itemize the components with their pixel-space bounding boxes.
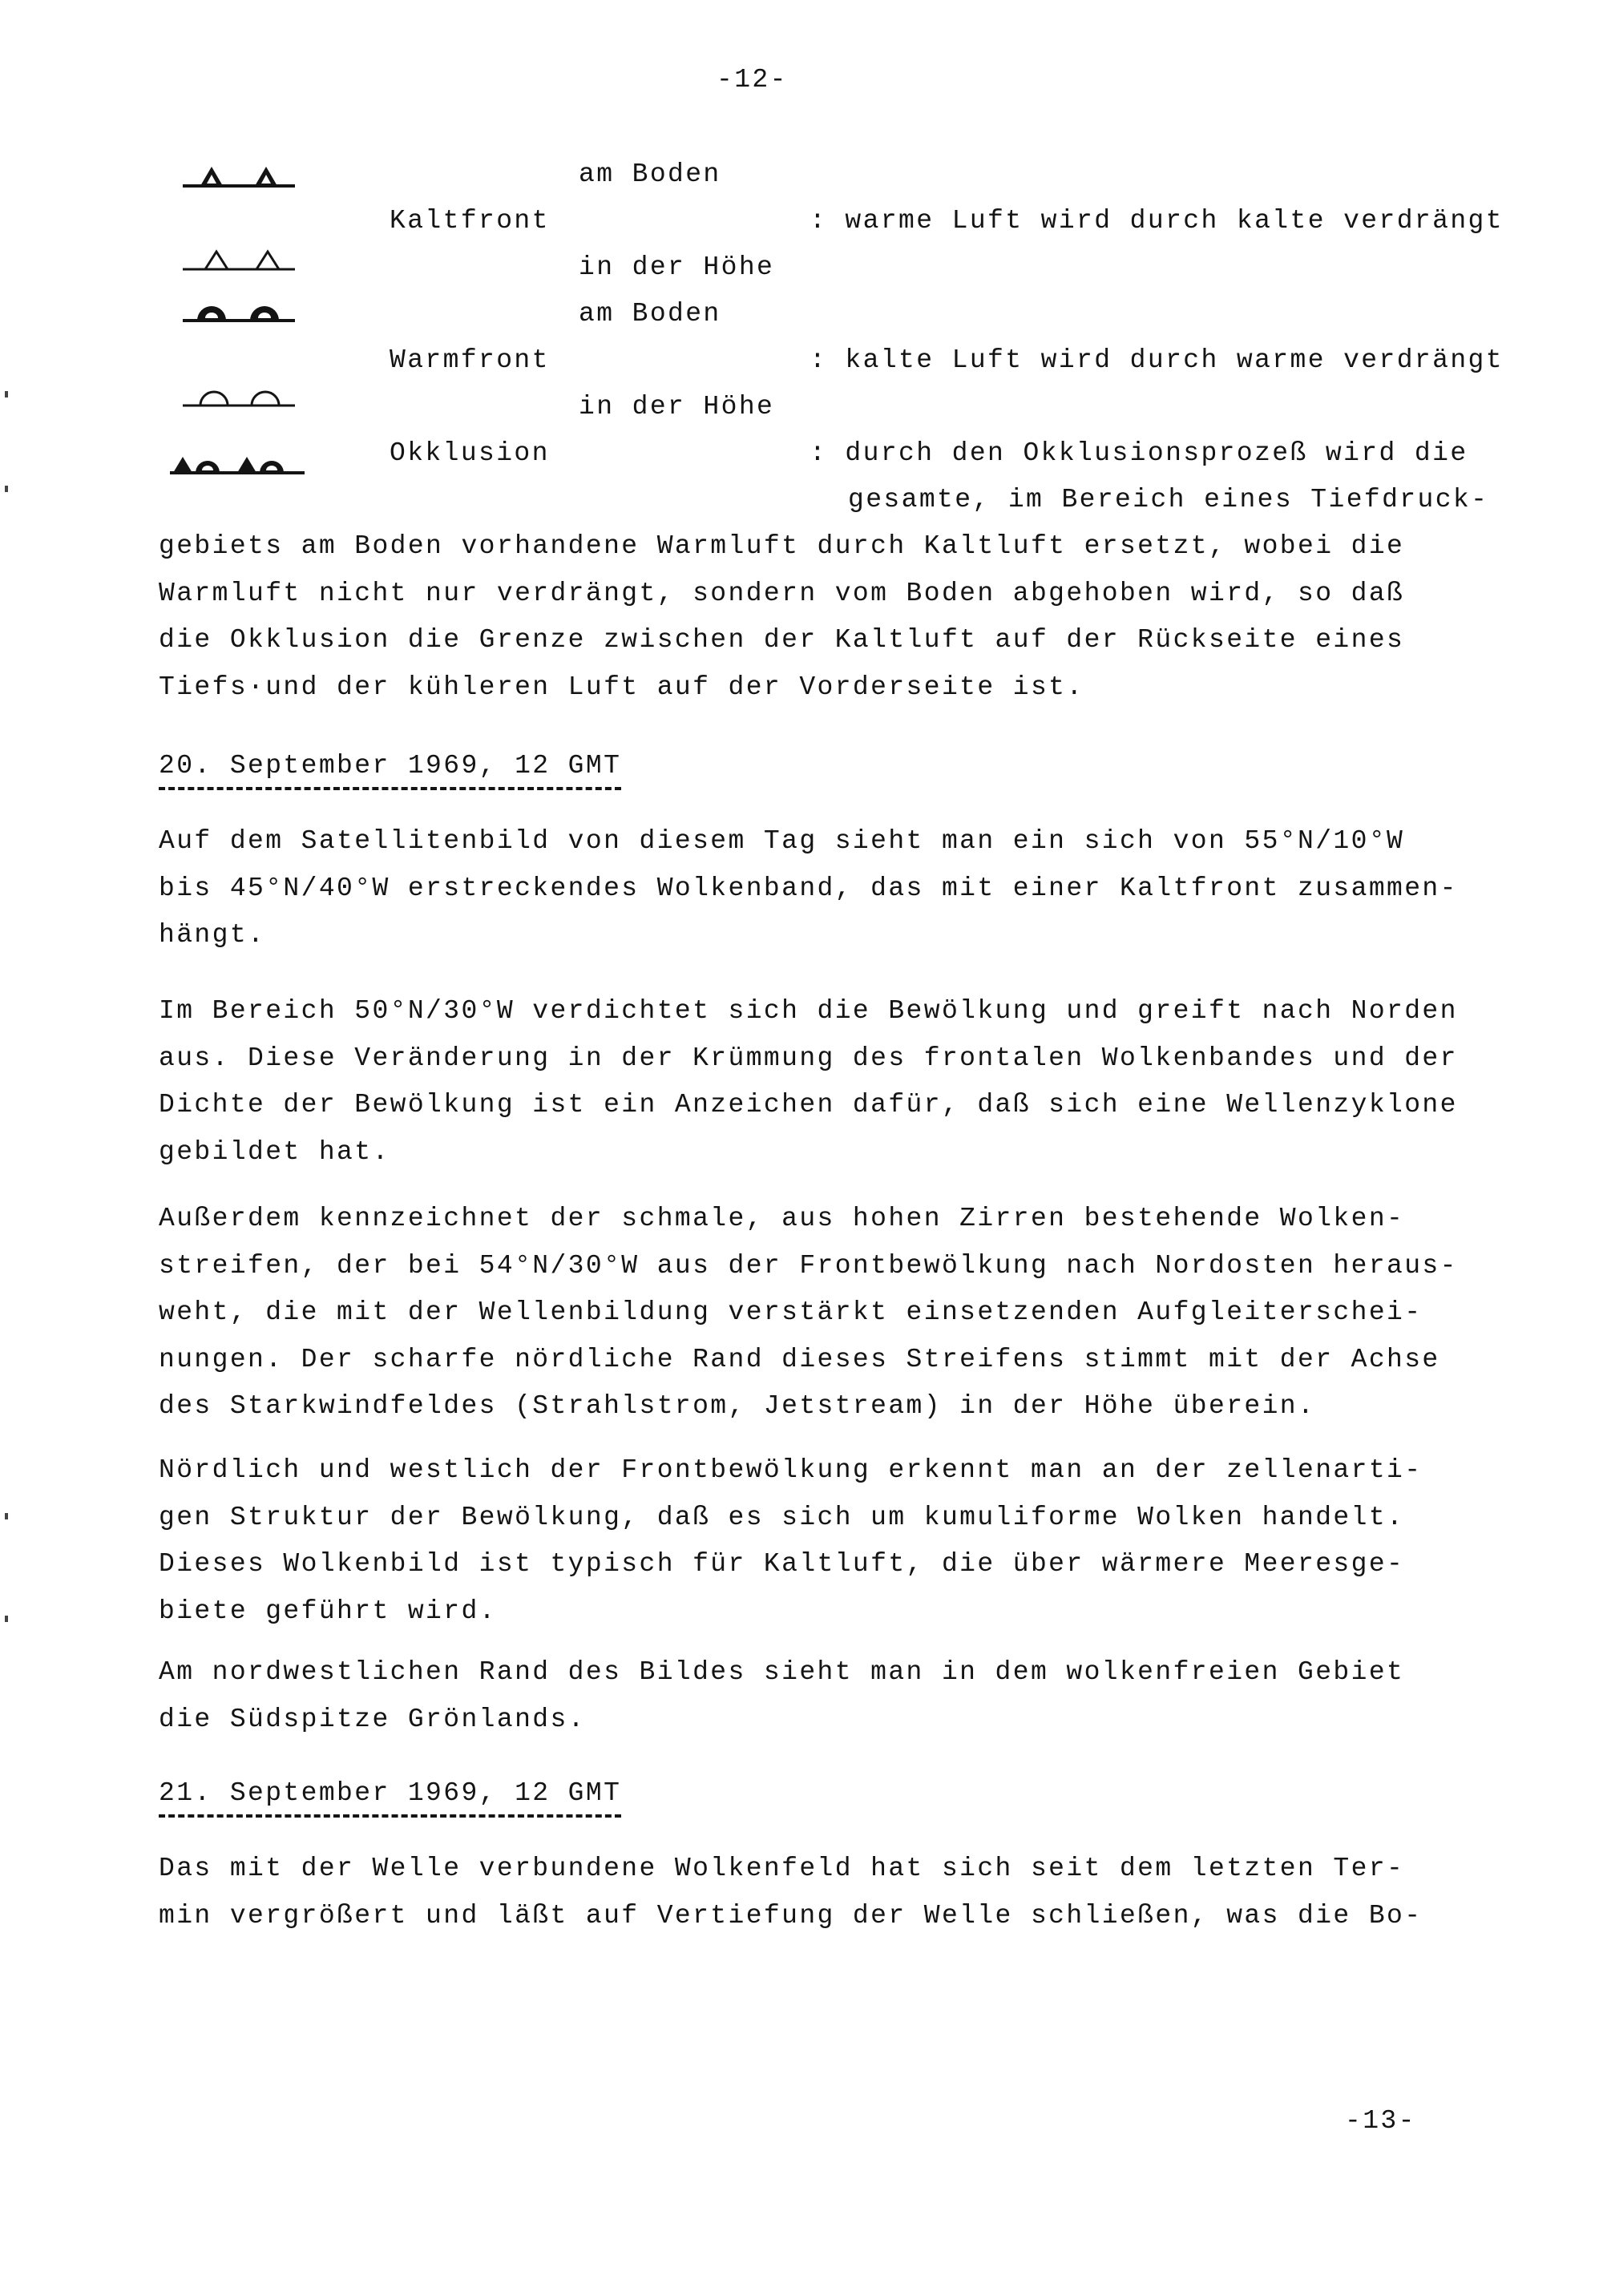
paragraph-6 — [159, 1846, 1422, 1939]
scan-speck — [5, 486, 8, 492]
scan-speck — [5, 1616, 8, 1622]
cold-front-surface-icon — [168, 157, 305, 192]
heading-text: 20. September 1969, 12 GMT — [159, 751, 622, 781]
text-line: Das mit der Welle verbundene Wolkenfeld hat sich seit dem letzten Ter- — [159, 1854, 1405, 1883]
text-line: biete geführt wird. — [159, 1596, 497, 1626]
text-line: weht, die mit der Wellenbildung verstärkt einsetzenden Aufgleiterschei- — [159, 1297, 1423, 1327]
legend-kaltfront: Kaltfront — [390, 206, 550, 236]
text-line: streifen, der bei 54°N/30°W aus der Frontbewölkung nach Nordosten heraus- — [159, 1250, 1458, 1281]
page-number-top: -12- — [717, 65, 788, 95]
scan-speck — [5, 391, 8, 397]
text-line: Außerdem kennzeichnet der schmale, aus hohen Zirren bestehende Wolken- — [159, 1204, 1405, 1233]
cold-front-upper-icon — [168, 245, 305, 280]
text-line: nungen. Der scharfe nördliche Rand dieses Streifens stimmt mit der Achse — [159, 1344, 1440, 1374]
legend-okklusion-desc: : durch den Okklusionsprozeß wird die — [810, 438, 1468, 468]
legend-boden-1: am Boden — [579, 159, 721, 189]
text-line: gebildet hat. — [159, 1136, 390, 1167]
text-line: min vergrößert und läßt auf Vertiefung der Welle schließen, was die Bo- — [159, 1900, 1423, 1931]
legend-okklusion: Okklusion — [390, 438, 550, 468]
heading-text: 21. September 1969, 12 GMT — [159, 1778, 622, 1808]
text-line: aus. Diese Veränderung in der Krümmung des frontalen Wolkenbandes und der — [159, 1043, 1458, 1073]
text-line: gen Struktur der Bewölkung, daß es sich um kumuliforme Wolken handelt. — [159, 1502, 1405, 1532]
text-line: Im Bereich 50°N/30°W verdichtet sich die Bewölkung und greift nach Norden — [159, 996, 1458, 1026]
okklusion-paragraph — [159, 523, 1404, 711]
legend-hoehe-2: in der Höhe — [579, 392, 775, 422]
legend-boden-2: am Boden — [579, 299, 721, 329]
page-number-bottom: -13- — [1345, 2106, 1416, 2136]
text-line: die Okklusion die Grenze zwischen der Kaltluft auf der Rückseite eines — [159, 625, 1405, 655]
scan-speck — [5, 1513, 8, 1519]
text-line: gebiets am Boden vorhandene Warmluft durch Kaltluft ersetzt, wobei die — [159, 531, 1405, 561]
paragraph-3 — [159, 1196, 1458, 1430]
occlusion-icon — [164, 444, 300, 479]
paragraph-5 — [159, 1649, 1404, 1743]
text-line: die Südspitze Grönlands. — [159, 1704, 586, 1734]
legend-kaltfront-desc: : warme Luft wird durch kalte verdrängt — [810, 206, 1504, 236]
legend-warmfront-desc: : kalte Luft wird durch warme verdrängt — [810, 345, 1504, 375]
text-line: Tiefs·und der kühleren Luft auf der Vorderseite ist. — [159, 672, 1084, 702]
text-line: Dichte der Bewölkung ist ein Anzeichen dafür, daß sich eine Wellenzyklone — [159, 1090, 1458, 1120]
text-line: des Starkwindfeldes (Strahlstrom, Jetstream) in der Höhe überein. — [159, 1391, 1316, 1421]
text-line: Auf dem Satellitenbild von diesem Tag sieht man ein sich von 55°N/10°W — [159, 826, 1405, 856]
text-line: Am nordwestlichen Rand des Bildes sieht man in dem wolkenfreien Gebiet — [159, 1657, 1405, 1687]
text-line: Nördlich und westlich der Frontbewölkung erkennt man an der zellenarti- — [159, 1455, 1423, 1485]
paragraph-1 — [159, 818, 1458, 959]
text-line: hängt. — [159, 920, 266, 950]
paragraph-2 — [159, 988, 1458, 1176]
section-heading-21-september — [159, 1777, 621, 1810]
section-heading-20-september — [159, 750, 621, 782]
text-line: bis 45°N/40°W erstreckendes Wolkenband, das mit einer Kaltfront zusammen- — [159, 873, 1458, 903]
legend-okklusion-desc-2: gesamte, im Bereich eines Tiefdruck- — [848, 485, 1489, 514]
legend-hoehe-1: in der Höhe — [579, 252, 775, 282]
warm-front-upper-icon — [168, 380, 305, 415]
legend-warmfront: Warmfront — [390, 345, 550, 375]
warm-front-surface-icon — [168, 292, 305, 327]
text-line: Warmluft nicht nur verdrängt, sondern vom Boden abgehoben wird, so daß — [159, 578, 1405, 608]
paragraph-4 — [159, 1447, 1422, 1635]
text-line: Dieses Wolkenbild ist typisch für Kaltluft, die über wärmere Meeresge- — [159, 1549, 1405, 1579]
